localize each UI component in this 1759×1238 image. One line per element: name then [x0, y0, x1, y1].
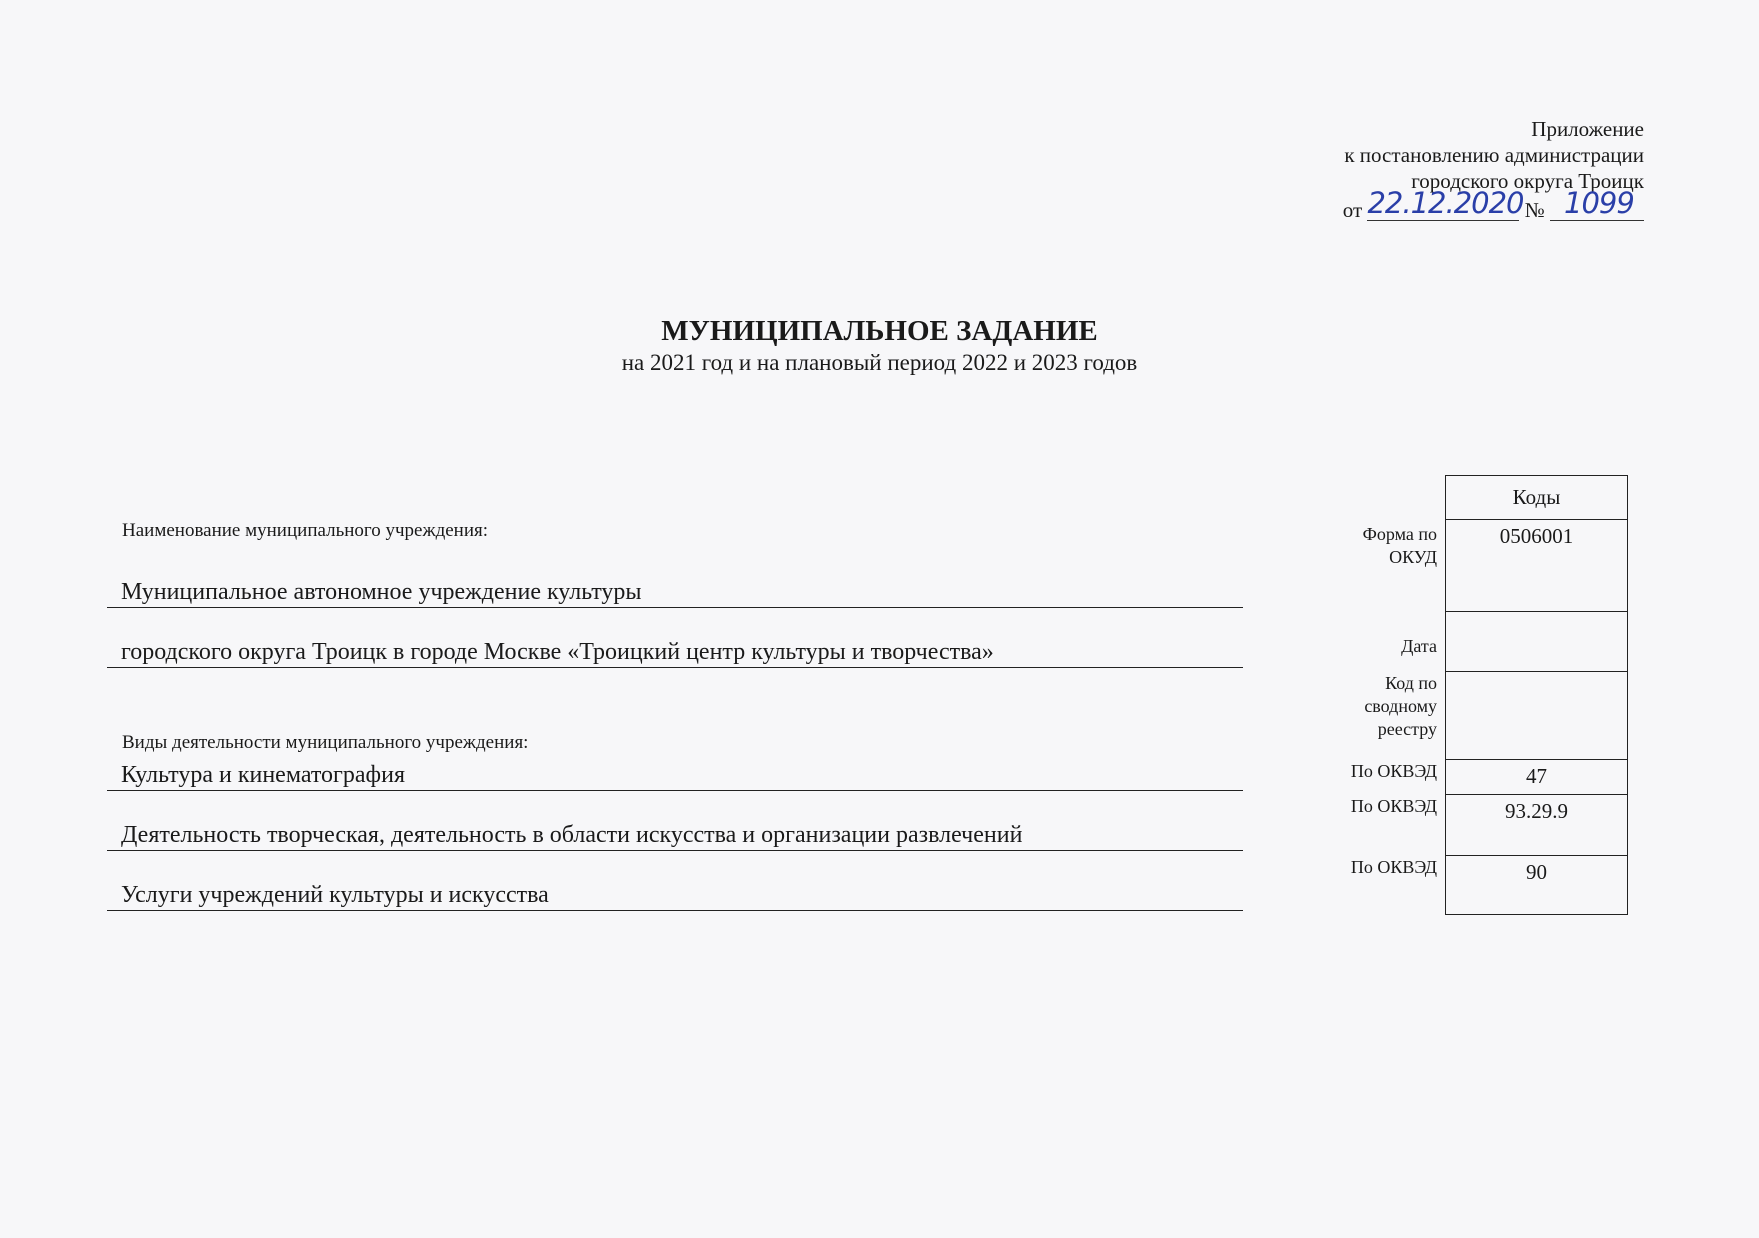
activity-line-2: Деятельность творческая, деятельность в области искусства и организации развлечений [107, 820, 1243, 851]
codes-label-okved-3: По ОКВЭД [1350, 857, 1437, 877]
appendix-date-number-line [1342, 186, 1644, 223]
codes-label-okved-1: По ОКВЭД [1350, 761, 1437, 781]
number-field [1550, 186, 1644, 221]
codes-header-row [1446, 476, 1628, 520]
codes-table [1445, 475, 1628, 915]
code-okved-3: 90 [1446, 856, 1628, 915]
codes-label-okved-2: По ОКВЭД [1350, 796, 1437, 816]
activity-line-1: Культура и кинематография [107, 760, 1243, 791]
number-sign: № [1524, 198, 1545, 222]
institution-name-line-1: Муниципальное автономное учреждение культуры [107, 577, 1243, 608]
code-okved-1: 47 [1446, 760, 1628, 795]
handwritten-date: 22.12.2020 [1367, 186, 1524, 220]
codes-label-registry: Код по сводному реестру [1364, 673, 1437, 739]
table-row [1446, 856, 1628, 915]
document-subtitle: на 2021 год и на плановый период 2022 и 2023 годов [621, 350, 1138, 375]
title-block [0, 314, 1759, 378]
table-row [1446, 795, 1628, 856]
appendix-title: Приложение [1531, 117, 1644, 141]
table-row [1446, 520, 1628, 612]
table-row [1446, 612, 1628, 672]
appendix-district: городского округа Троицк [1411, 169, 1644, 193]
institution-name-line-2: городского округа Троицк в городе Москве «Троицкий центр культуры и творчества» [107, 637, 1243, 668]
code-okved-2: 93.29.9 [1446, 795, 1628, 856]
table-row [1446, 672, 1628, 760]
from-prefix: от [1342, 198, 1363, 222]
code-registry [1446, 672, 1628, 760]
appendix-header [1343, 116, 1644, 223]
activity-line-3: Услуги учреждений культуры и искусства [107, 880, 1243, 911]
code-okud: 0506001 [1446, 520, 1628, 612]
handwritten-number: 1099 [1564, 186, 1634, 220]
institution-name-label: Наименование муниципального учреждения: [122, 520, 489, 541]
code-date [1446, 612, 1628, 672]
codes-label-okud: Форма по ОКУД [1362, 524, 1437, 567]
activity-types-label: Виды деятельности муниципального учреждения: [122, 732, 529, 753]
date-field [1367, 186, 1524, 221]
appendix-resolution: к постановлению администрации [1344, 143, 1644, 167]
document-title: МУНИЦИПАЛЬНОЕ ЗАДАНИЕ [661, 315, 1098, 347]
codes-header: Коды [1446, 476, 1628, 520]
table-row [1446, 760, 1628, 795]
codes-label-date: Дата [1401, 636, 1437, 656]
